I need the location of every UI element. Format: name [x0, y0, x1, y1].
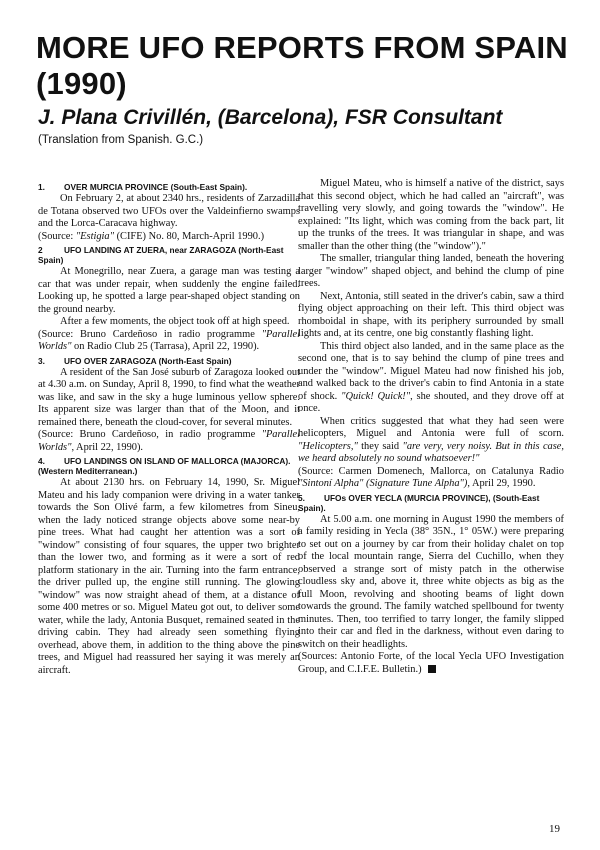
- translation-note: (Translation from Spanish. G.C.): [38, 134, 204, 146]
- section-heading-4: 4. UFO LANDINGS ON ISLAND OF MALLORCA (MAJORCA). (Western Mediterranean.): [38, 456, 291, 476]
- left-column: [38, 180, 300, 677]
- section-3-source: (Source: Bruno Cardeñoso, in radio programme "Parallel Worlds", April 22, 1990).: [38, 429, 300, 453]
- section-4-para-4: Next, Antonia, still seated in the driver's cabin, saw a third flying object approaching on their left. This third object was rhomboidal in shape, with its periphery surrounded by small lights and, at its centre, one big constantly flashing light.: [298, 290, 564, 339]
- section-1-source: (Source: "Estigia" (CIFE) No. 80, March-April 1990.): [38, 230, 265, 242]
- section-2-para-2: After a few moments, the object took off at high speed.: [60, 316, 290, 327]
- right-column: [298, 178, 564, 676]
- section-4-para-1: At about 2130 hrs. on February 14, 1990, Sr. Miguel Mateu and his lady companion were driving in a water tanker towards the Son Olivé farm, a few kilometres from Sineu, when the lady noticed strange objects above some near-by pine trees. What had caught her attention was a sort of "window" consisting of four squares, the upper two brighter than the lower two, and forming as it were a sort of red platform stationary in the air. Turning into the farm entrance, the driver pulled up, the engine still running. The glowing "window" was now straight ahead of them, at a distance of some 400 metres or so. Miguel Mateu got out, to deliver some water, while the lady, Antonia Busquet, remained seated in the driving cabin. They had already seen something flying overhead, above them, in addition to the thing above the pine trees, and Miguel had reassured her saying it was merely an aircraft.: [38, 477, 300, 676]
- section-5-body: At 5.00 a.m. one morning in August 1990 the members of a family residing in Yecla (38° 35N., 1° 05W.) were preparing to set out on a journey by car from their holiday chalet on top of the local mountain range, Sierra del Cuchillo, when they observed a strange sort of misty patch in the otherwise cloudless sky and, above it, three white objects as big as the full Moon, revolving and shooting beams of light down towards the ground. The family watched spellbound for twenty minutes. Then, too terrified to tarry longer, the family slipped into their car and fled in the darkness, without even daring to switch on their headlights.: [298, 513, 564, 650]
- page-number: 19: [549, 823, 560, 835]
- section-heading-2: 2 UFO LANDING AT ZUERA, near ZARAGOZA (North-East Spain): [38, 245, 284, 265]
- author-byline: J. Plana Crivillén, (Barcelona), FSR Consultant: [38, 106, 503, 129]
- section-4-para-5: This third object also landed, and in the same place as the second one, that is to say behind the clump of pine trees and under the "window". Miguel Mateu had now finished his job, and walked back to the driver's cabin to find Antonia in a state of shock. "Quick! Quick!", she shouted, and they drove off at once.: [298, 340, 564, 414]
- section-4-para-6: When critics suggested that what they had seen were helicopters, Miguel and Antonia were full of scorn. "Helicopters," they said "are very, very noisy. But in this case, we heard absolutely no sound whatsoever!": [298, 415, 564, 464]
- section-2-source: (Source: Bruno Cardeñoso in radio programme "Parallel Worlds" on Radio Club 25 (Tarrasa), April 22, 1990).: [38, 328, 300, 352]
- section-3-body: A resident of the San José suburb of Zaragoza looked out at 4.30 a.m. on Sunday, April 8, 1990, to find what the weather was like, and saw in the sky a huge luminous yellow sphere. Its apparent size was larger than that of the Moon, and it remained there, beneath the cloud-cover, for several minutes.: [38, 366, 300, 428]
- section-5-source: (Sources: Antonio Forte, of the local Yecla UFO Investigation Group, and C.I.F.E. Bulletin.): [298, 651, 564, 675]
- section-4-source: (Source: Carmen Domenech, Mallorca, on Catalunya Radio "Sintoní Alpha" (Signature Tune Alpha"), April 29, 1990.: [298, 465, 564, 489]
- page-title: MORE UFO REPORTS FROM SPAIN (1990): [36, 30, 568, 101]
- section-heading-5: 5. UFOs OVER YECLA (MURCIA PROVINCE), (South-East Spain).: [298, 492, 540, 513]
- end-of-article-mark: [428, 665, 436, 673]
- section-heading-1: 1. OVER MURCIA PROVINCE (South-East Spain).: [38, 182, 248, 192]
- section-4-para-3: The smaller, triangular thing landed, beneath the hovering larger "window" shaped object, and behind the clump of pine trees.: [298, 253, 564, 289]
- section-2-para-1: At Monegrillo, near Zuera, a garage man was testing a car that was under repair, when suddenly the engine failed. Looking up, he spotted a large pear-shaped object standing on the ground nearby.: [38, 266, 300, 315]
- section-1-body: On February 2, at about 2340 hrs., residents of Zarzadilla de Totana observed two UFOs over the Valdeinfierno swamps and the Lorca-Caracava highway.: [38, 193, 300, 229]
- section-heading-3: 3. UFO OVER ZARAGOZA (North-East Spain): [38, 355, 232, 366]
- section-4-para-2: Miguel Mateu, who is himself a native of the district, says that this second object, which he had called an "aircraft", was travelling very slowly, and going towards the "window". He explained: "Its light, which was coming from the back part, lit up the trunks of the trees. It was triangular in shape, and was smaller than the other thing (the "window").": [298, 178, 564, 252]
